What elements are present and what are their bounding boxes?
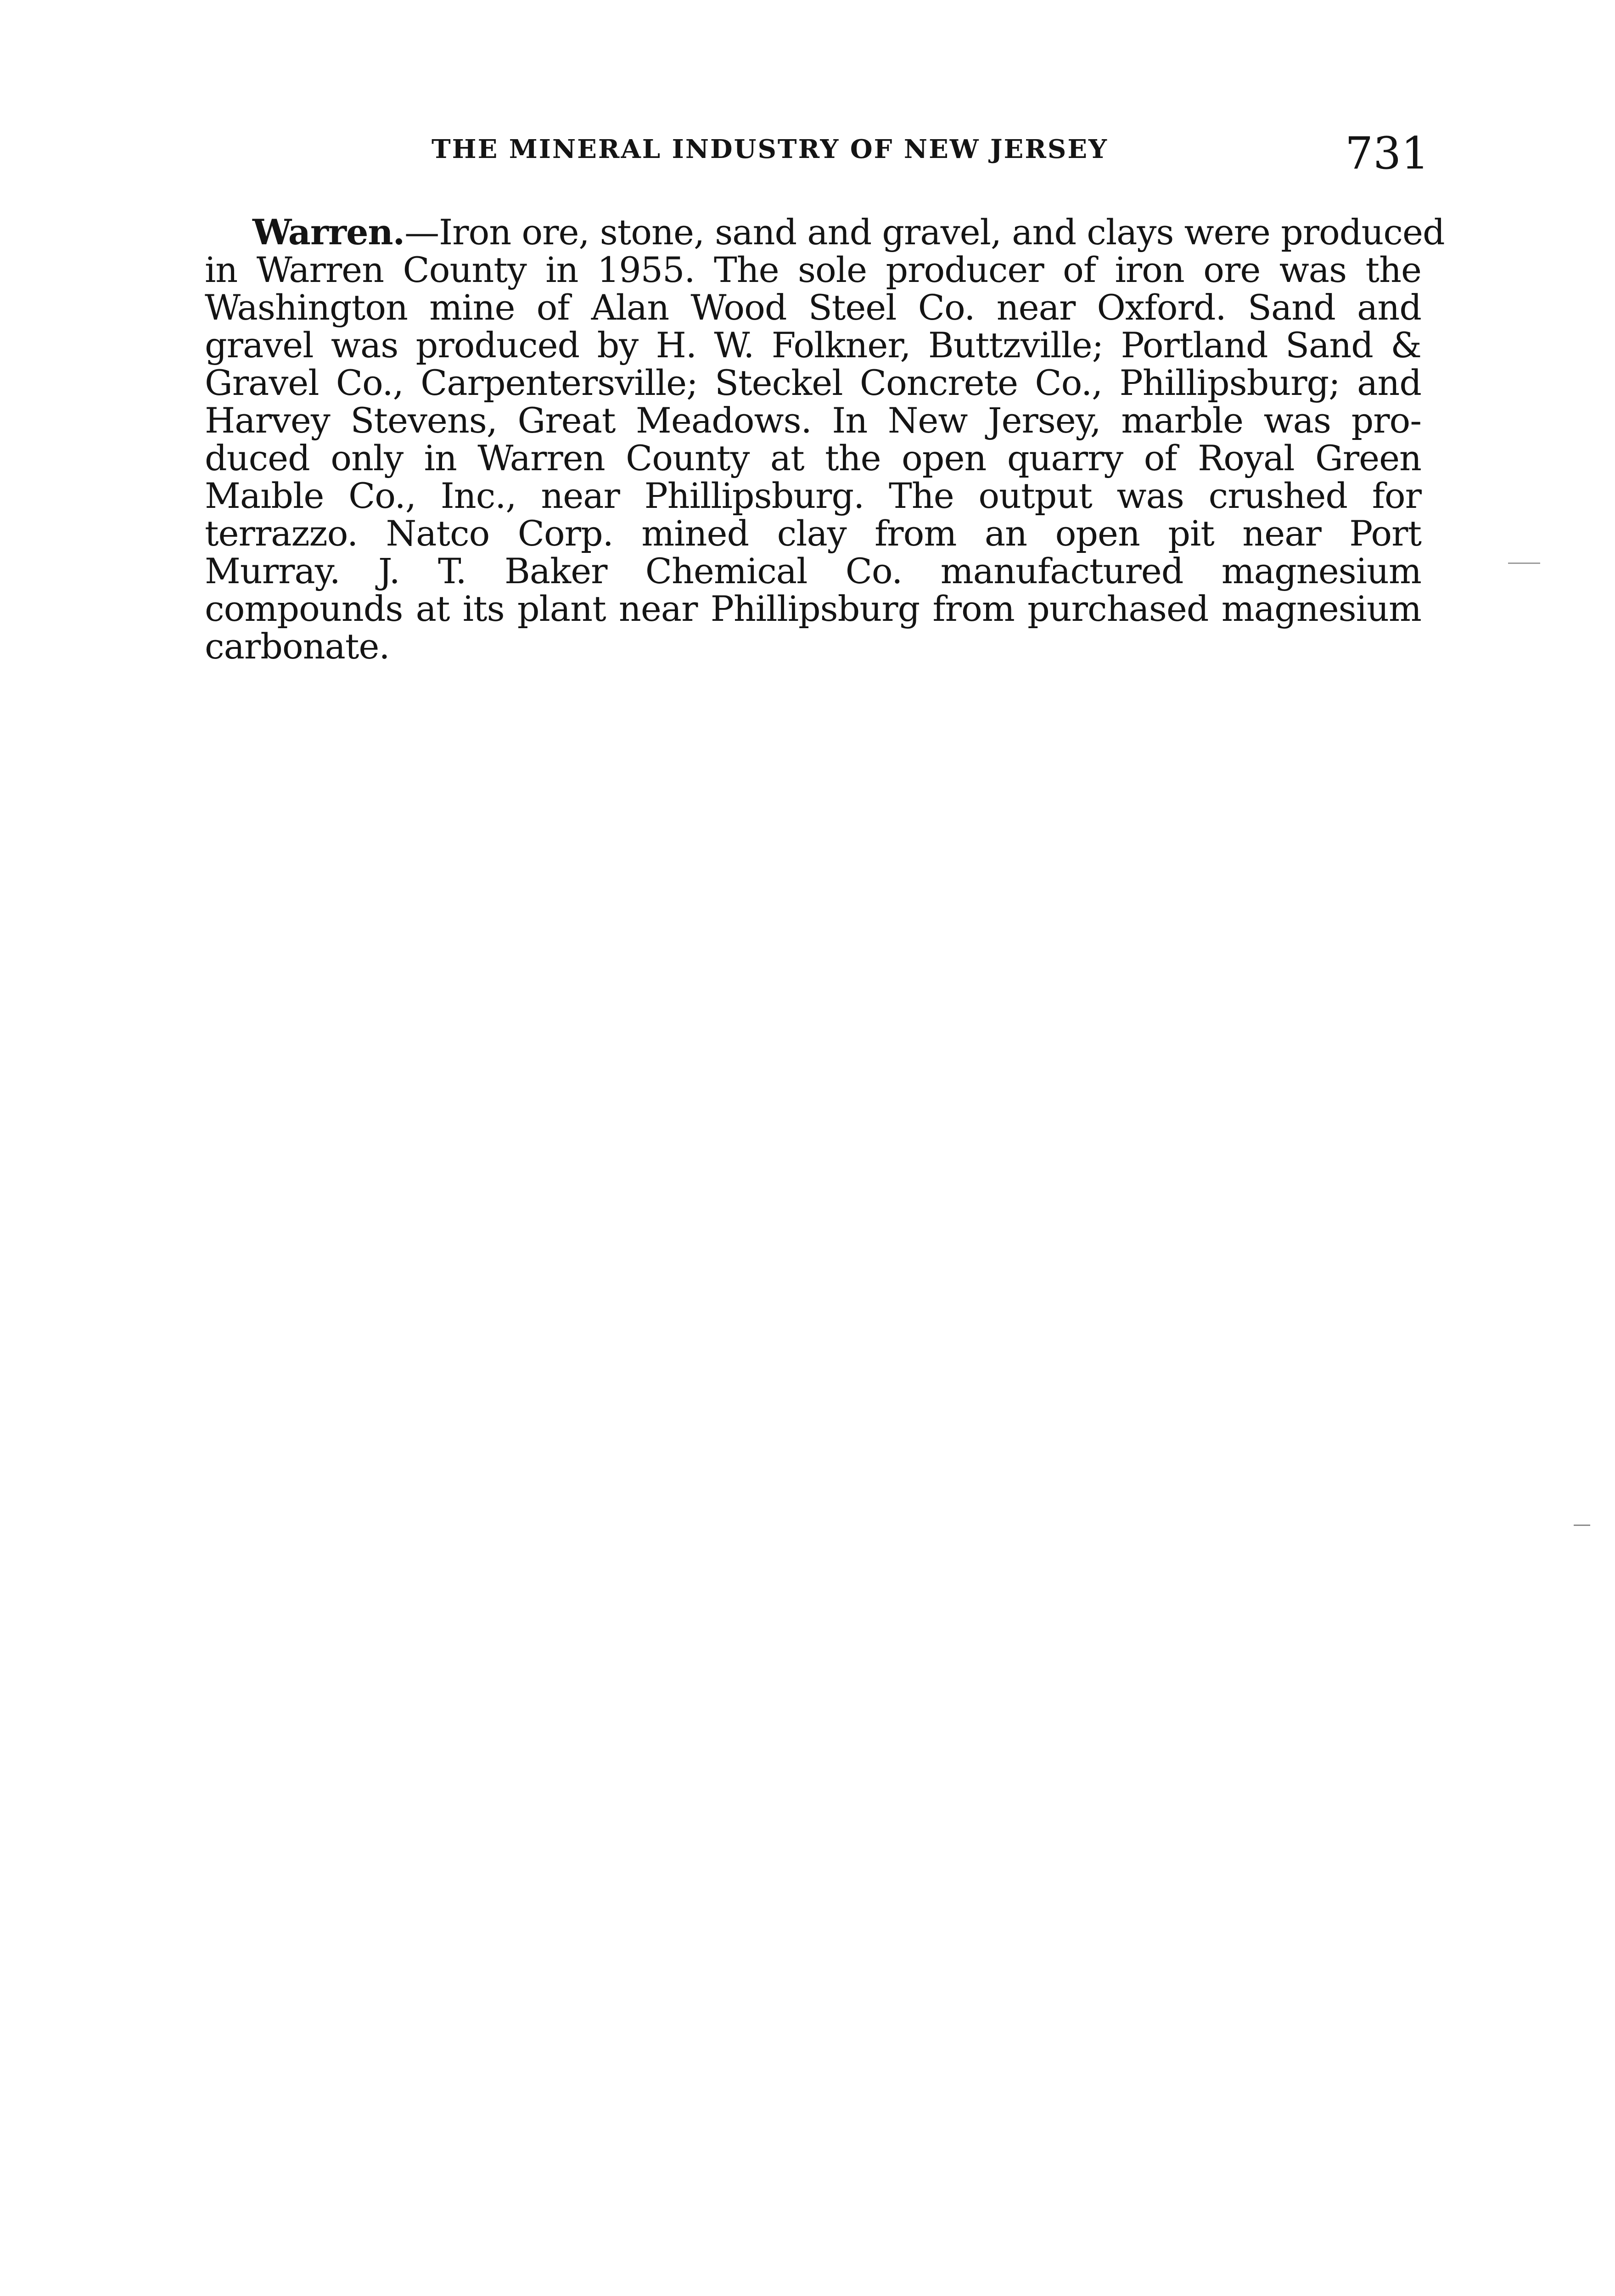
paragraph-line: gravel was produced by H. W. Folkner, Buttzville; Portland Sand & [205,325,1421,366]
paragraph-line: Maıble Co., Inc., near Phillipsburg. The output was crushed for [205,475,1421,516]
scan-speck [1574,1525,1590,1526]
paragraph-line: Washington mine of Alan Wood Steel Co. near Oxford. Sand and [205,287,1421,328]
paragraph-line-text: —Iron ore, stone, sand and gravel, and clays were produced [404,212,1445,253]
paragraph-line: compounds at its plant near Phillipsburg from purchased magnesium [205,588,1421,629]
running-head: THE MINERAL INDUSTRY OF NEW JERSEY [432,134,1108,164]
paragraph-line: terrazzo. Natco Corp. mined clay from an open pit near Port [205,513,1421,554]
paragraph-line: Gravel Co., Carpentersville; Steckel Concrete Co., Phillipsburg; and [205,362,1421,403]
paragraph-line: Murray. J. T. Baker Chemical Co. manufactured magnesium [205,551,1421,591]
section-warren-paragraph [205,212,1445,667]
paragraph-line: in Warren County in 1955. The sole producer of iron ore was the [205,249,1421,290]
page-number: 731 [1345,128,1430,179]
paragraph-line: Harvey Stevens, Great Meadows. In New Jersey, marble was pro- [205,400,1421,441]
paragraph-line: duced only in Warren County at the open quarry of Royal Green [205,438,1421,478]
scan-speck [1508,563,1540,564]
paragraph-line: carbonate. [205,626,390,667]
paragraph-line [205,212,1445,253]
section-lead-in: Warren. [252,212,405,253]
